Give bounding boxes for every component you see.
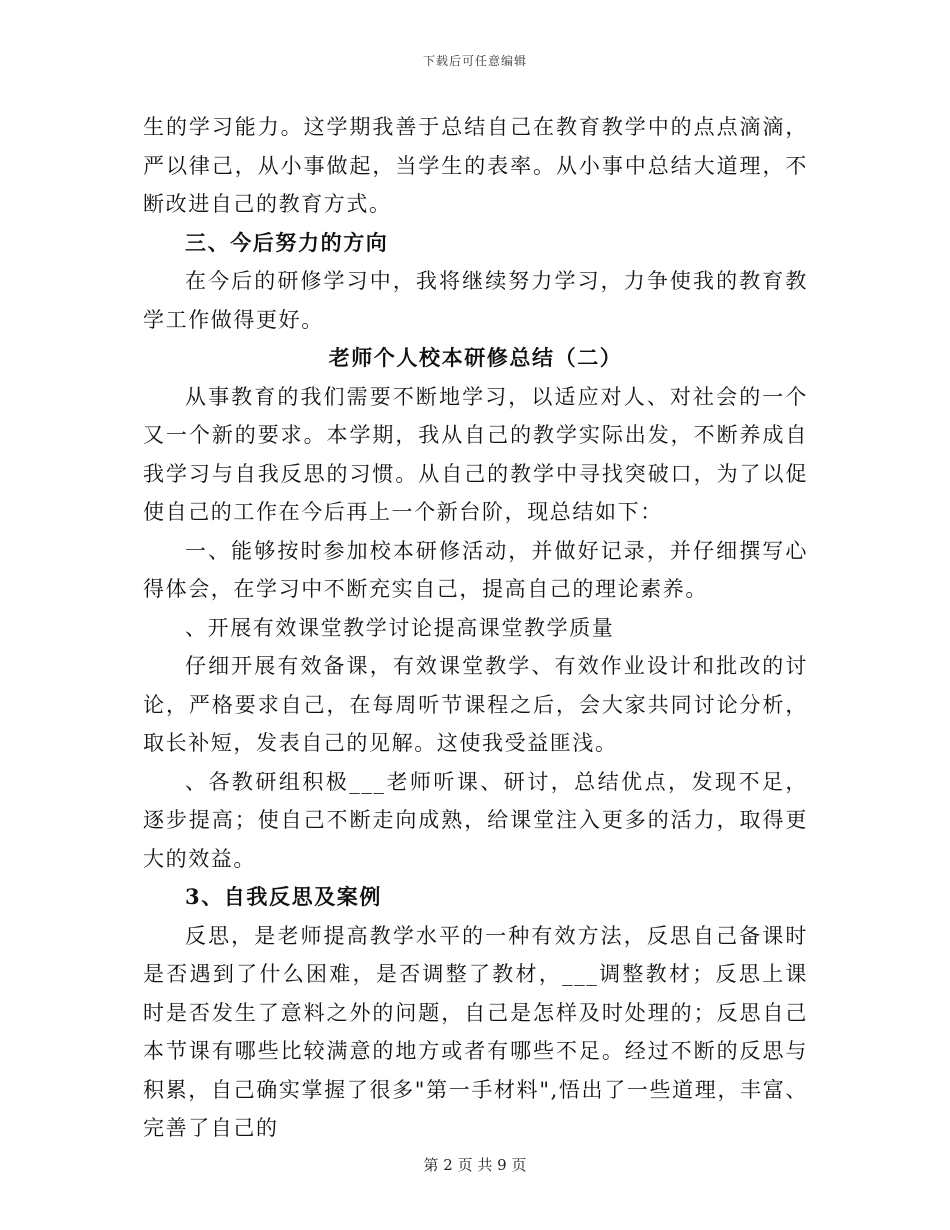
- section-heading-future-direction: 三、今后努力的方向: [185, 229, 389, 255]
- paragraph-introduction: 从事教育的我们需要不断地学习，以适应对人、对社会的一个又一个新的要求。本学期，我从自己的教学实际出发，不断养成自我学习与自我反思的习惯。从自己的教学中寻找突破口，为了以促使自己的工作在今后再上一个新台阶，现总结如下：: [143, 384, 808, 524]
- document-body: [143, 108, 808, 1148]
- paragraph-future-study: 在今后的研修学习中，我将继续努力学习，力争使我的教育教学工作做得更好。: [143, 269, 808, 332]
- section-heading-self-reflection: 3、自我反思及案例: [185, 884, 383, 909]
- paragraph-reflection: 反思，是老师提高教学水平的一种有效方法，反思自己备课时是否遇到了什么困难，是否调整了教材，___调整教材；反思上课时是否发生了意料之外的问题，自己是怎样及时处理的；反思自己本节课有哪些比较满意的地方或者有哪些不足。经过不断的反思与积累，自己确实掌握了很多"第一手材料",悟出了一些道理，丰富、完善了自己的: [143, 923, 808, 1140]
- document-title: 老师个人校本研修总结（二）: [328, 345, 623, 370]
- paragraph-item-two-heading: 、开展有效课堂教学讨论提高课堂教学质量: [185, 615, 615, 640]
- paragraph-teaching-groups: 、各教研组积极___老师听课、研讨，总结优点，发现不足，逐步提高；使自己不断走向成熟，给课堂注入更多的活力，取得更大的效益。: [143, 769, 808, 871]
- paragraph-item-one: 一、能够按时参加校本研修活动，并做好记录，并仔细撰写心得体会，在学习中不断充实自己，提高自己的理论素养。: [143, 538, 808, 601]
- paragraph-lesson-preparation: 仔细开展有效备课，有效课堂教学、有效作业设计和批改的讨论，严格要求自己，在每周听节课程之后，会大家共同讨论分析，取长补短，发表自己的见解。这使我受益匪浅。: [143, 654, 808, 755]
- paragraph-continuation: 生的学习能力。这学期我善于总结自己在教育教学中的点点滴滴，严以律己，从小事做起，当学生的表率。从小事中总结大道理，不断改进自己的教育方式。: [143, 115, 808, 216]
- page-header: 下载后可任意编辑: [422, 54, 527, 68]
- page-footer: 第 2 页 共 9 页: [423, 1156, 527, 1174]
